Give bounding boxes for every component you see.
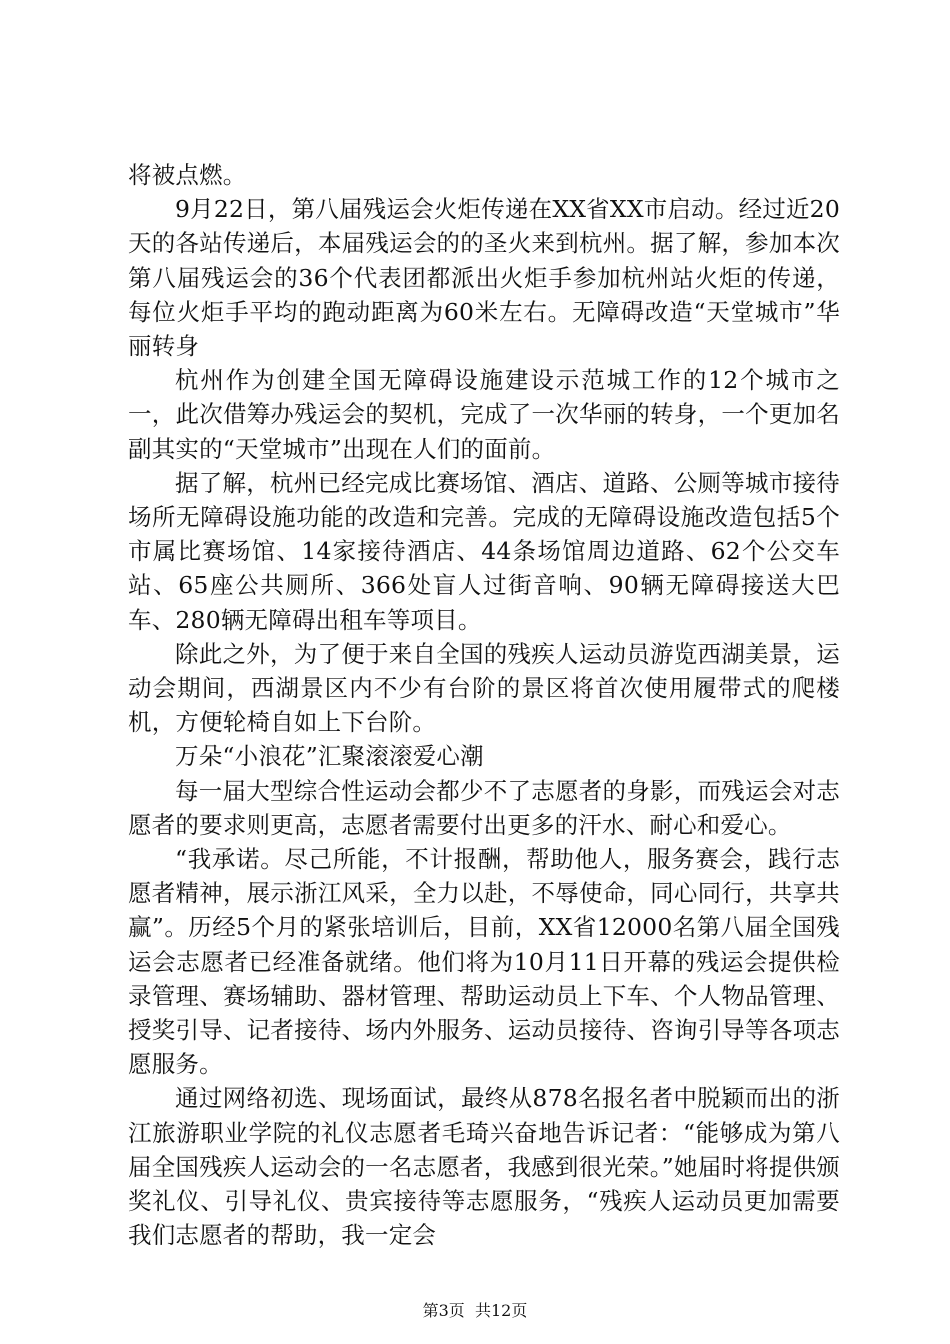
paragraph: 将被点燃。	[128, 161, 247, 189]
paragraph: 除此之外，为了便于来自全国的残疾人运动员游览西湖美景，运动会期间，西湖景区内不少有台阶的景区将首次使用履带式的爬楼机，方便轮椅自如上下台阶。	[128, 639, 840, 737]
document-body	[128, 158, 840, 1253]
page-total: 共12页	[474, 1301, 528, 1320]
paragraph: 每一届大型综合性运动会都少不了志愿者的身影，而残运会对志愿者的要求则更高，志愿者需要付出更多的汗水、耐心和爱心。	[128, 776, 840, 839]
paragraph: 杭州作为创建全国无障碍设施建设示范城工作的12个城市之一，此次借筹办残运会的契机，完成了一次华丽的转身，一个更加名副其实的“天堂城市”出现在人们的面前。	[128, 366, 840, 463]
paragraph: 通过网络初选、现场面试，最终从878名报名者中脱颖而出的浙江旅游职业学院的礼仪志愿者毛琦兴奋地告诉记者：“能够成为第八届全国残疾人运动会的一名志愿者，我感到很光荣。”她届时将提供颁奖礼仪、引导礼仪、贵宾接待等志愿服务，“残疾人运动员更加需要我们志愿者的帮助，我一定会	[128, 1084, 840, 1250]
page-number: 第3页	[422, 1301, 465, 1320]
paragraph: 据了解，杭州已经完成比赛场馆、酒店、道路、公厕等城市接待场所无障碍设施功能的改造和完善。完成的无障碍设施改造包括5个市属比赛场馆、14家接待酒店、44条场馆周边道路、62个公交车站、65座公共厕所、366处盲人过街音响、90辆无障碍接送大巴车、280辆无障碍出租车等项目。	[128, 468, 840, 634]
section-heading: 万朵“小浪花”汇聚滚滚爱心潮	[175, 742, 484, 771]
paragraph: 9月22日，第八届残运会火炬传递在XX省XX市启动。经过近20天的各站传递后，本届残运会的的圣火来到杭州。据了解，参加本次第八届残运会的36个代表团都派出火炬手参加杭州站火炬的传递，每位火炬手平均的跑动距离为60米左右。无障碍改造“天堂城市”华丽转身	[128, 195, 840, 361]
page-footer	[0, 1301, 950, 1321]
paragraph: “我承诺。尽己所能，不计报酬，帮助他人，服务赛会，践行志愿者精神，展示浙江风采，全力以赴，不辱使命，同心同行，共享共赢”。历经5个月的紧张培训后，目前，XX省12000名第八届全国残运会志愿者已经准备就绪。他们将为10月11日开幕的残运会提供检录管理、赛场辅助、器材管理、帮助运动员上下车、个人物品管理、授奖引导、记者接待、场内外服务、运动员接待、咨询引导等各项志愿服务。	[128, 845, 840, 1079]
